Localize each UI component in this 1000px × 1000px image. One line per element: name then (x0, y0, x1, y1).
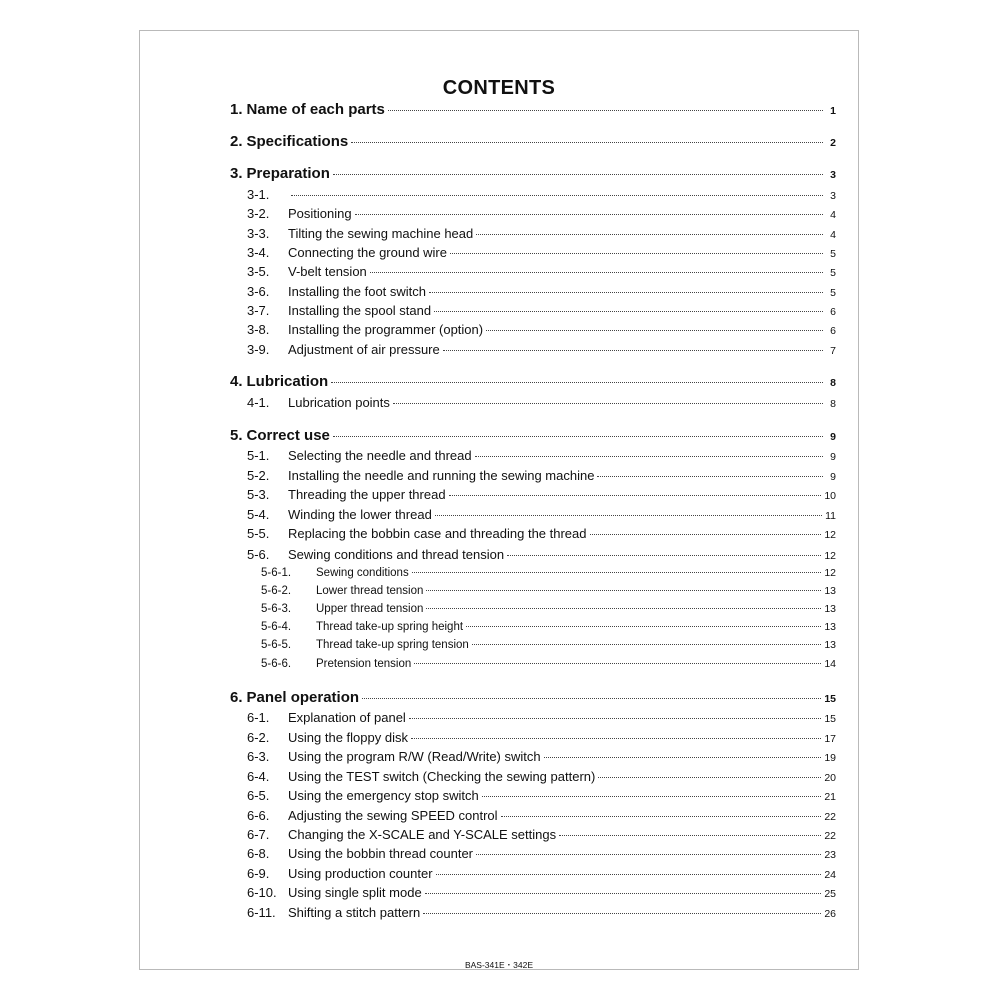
toc-subsection-label: Using the TEST switch (Checking the sewing pattern) (288, 769, 596, 784)
toc-subsubsection-num: 5-6-2. (261, 585, 292, 597)
toc-subsection-page-number: 22 (824, 830, 836, 842)
toc-subsubsection-label: Upper thread tension (316, 603, 424, 615)
toc-subsection-label: Explanation of panel (288, 710, 406, 725)
dot-leader (476, 854, 821, 855)
toc-subsection[interactable] (230, 226, 836, 241)
toc-section-label: Name of each parts (246, 101, 385, 118)
toc-subsection-label: Changing the X-SCALE and Y-SCALE settings (288, 827, 557, 842)
dot-leader (482, 796, 822, 797)
toc-subsection-label: Winding the lower thread (288, 507, 432, 522)
toc-subsection-page-number: 5 (830, 287, 836, 299)
toc-subsection-page-number: 12 (824, 550, 836, 562)
toc-section[interactable] (230, 101, 836, 118)
toc-subsection[interactable] (230, 749, 836, 764)
toc-subsection-num: 6-2. (247, 730, 270, 745)
toc-section-page-number: 3 (830, 169, 836, 181)
toc-subsubsection-label: Lower thread tension (316, 585, 424, 597)
toc-subsection[interactable] (230, 322, 836, 337)
toc-subsubsection-num: 5-6-5. (261, 639, 292, 651)
dot-leader (472, 644, 822, 645)
dot-leader (370, 272, 823, 273)
toc-subsubsection-page-number: 13 (824, 639, 836, 651)
toc-subsection-page-number: 21 (824, 791, 836, 803)
toc-subsection-page-number: 9 (830, 451, 836, 463)
toc-subsection-num: 5-2. (247, 468, 270, 483)
toc-subsubsection[interactable] (230, 658, 836, 670)
toc-subsection-page-number: 6 (830, 306, 836, 318)
toc-section-label: Preparation (246, 165, 330, 182)
toc-subsection-page-number: 8 (830, 398, 836, 410)
dot-leader (411, 738, 821, 739)
dot-leader (486, 330, 823, 331)
dot-leader (449, 495, 822, 496)
toc-subsection-num: 3-7. (247, 303, 270, 318)
toc-subsection[interactable] (230, 866, 836, 881)
toc-section[interactable] (230, 689, 836, 706)
toc-subsection[interactable] (230, 507, 836, 522)
toc-subsection-num: 3-8. (247, 322, 270, 337)
toc-subsubsection-num: 5-6-6. (261, 658, 292, 670)
dot-leader (434, 311, 823, 312)
dot-leader (507, 555, 821, 556)
dot-leader (388, 110, 823, 111)
toc-subsection-page-number: 20 (824, 772, 836, 784)
toc-section[interactable] (230, 165, 836, 182)
dot-leader (598, 777, 821, 778)
dot-leader (412, 572, 822, 573)
toc-subsection-num: 3-6. (247, 284, 270, 299)
toc-subsubsection-page-number: 13 (824, 585, 836, 597)
dot-leader (333, 174, 823, 175)
toc-section-label: Correct use (246, 427, 330, 444)
toc-subsection-label: Using the emergency stop switch (288, 788, 479, 803)
toc-subsection-label: Threading the upper thread (288, 487, 446, 502)
toc-subsection-label: Connecting the ground wire (288, 245, 447, 260)
toc-subsection[interactable] (230, 846, 836, 861)
toc-subsection-page-number: 19 (824, 752, 836, 764)
toc-section-label: Specifications (246, 133, 349, 150)
toc-subsubsection[interactable] (230, 603, 836, 615)
dot-leader (423, 913, 821, 914)
toc-subsubsection-num: 5-6-3. (261, 603, 292, 615)
dot-leader (414, 663, 821, 664)
toc-subsection-num: 5-6. (247, 547, 270, 562)
toc-subsubsection-page-number: 13 (824, 603, 836, 615)
toc-subsection-num: 6-10. (247, 885, 277, 900)
dot-leader (544, 757, 822, 758)
toc-section-label: Panel operation (246, 689, 360, 706)
dot-leader (409, 718, 822, 719)
toc-subsection-num: 5-3. (247, 487, 270, 502)
toc-subsection[interactable] (230, 206, 836, 221)
toc-subsection-label: Using production counter (288, 866, 433, 881)
dot-leader (501, 816, 822, 817)
toc-subsubsection-page-number: 12 (824, 567, 836, 579)
dot-leader (355, 214, 823, 215)
toc-section-page-number: 1 (830, 105, 836, 117)
toc-subsubsection-page-number: 14 (824, 658, 836, 670)
dot-leader (393, 403, 823, 404)
dot-leader (450, 253, 823, 254)
toc-section-page-number: 9 (830, 431, 836, 443)
toc-subsection[interactable] (230, 468, 836, 483)
dot-leader (425, 893, 822, 894)
toc-subsection-page-number: 5 (830, 248, 836, 260)
toc-subsection-label: Installing the spool stand (288, 303, 432, 318)
dot-leader (559, 835, 821, 836)
toc-section[interactable] (230, 373, 836, 390)
toc-subsection-label: Using the program R/W (Read/Write) switch (288, 749, 541, 764)
toc-section-num: 5. (230, 427, 243, 444)
dot-leader (291, 195, 823, 196)
toc-subsection-label: Positioning (288, 206, 352, 221)
dot-leader (333, 436, 823, 437)
dot-leader (590, 534, 822, 535)
toc-section[interactable] (230, 133, 836, 150)
toc-subsection-num: 6-5. (247, 788, 270, 803)
toc-section-num: 1. (230, 101, 243, 118)
toc-subsection-page-number: 4 (830, 229, 836, 241)
toc-subsubsection-label: Pretension tension (316, 658, 412, 670)
toc-subsection-num: 3-1. (247, 187, 270, 202)
toc-subsection-num: 3-4. (247, 245, 270, 260)
toc-subsection-num: 6-11. (247, 905, 276, 920)
toc-subsection-page-number: 24 (824, 869, 836, 881)
dot-leader (426, 590, 821, 591)
toc-subsection-num: 6-6. (247, 808, 270, 823)
toc-subsection-num: 6-3. (247, 749, 270, 764)
toc-subsection-page-number: 3 (830, 190, 836, 202)
toc-subsection[interactable] (230, 187, 836, 202)
toc-subsection[interactable] (230, 342, 836, 357)
toc-section-page-number: 2 (830, 137, 836, 149)
toc-subsection-num: 6-8. (247, 846, 270, 861)
toc-subsection-num: 3-5. (247, 264, 270, 279)
dot-leader (362, 698, 821, 699)
toc-subsection[interactable] (230, 769, 836, 784)
toc-section-num: 6. (230, 689, 243, 706)
toc-subsection-label: Tilting the sewing machine head (288, 226, 474, 241)
toc-subsection[interactable] (230, 808, 836, 823)
toc-subsection-label: Lubrication points (288, 395, 390, 410)
toc-subsection-label: Shifting a stitch pattern (288, 905, 421, 920)
toc-subsection-num: 6-7. (247, 827, 270, 842)
toc-subsubsection[interactable] (230, 585, 836, 597)
toc-subsection-num: 3-3. (247, 226, 270, 241)
dot-leader (476, 234, 823, 235)
toc-subsubsection[interactable] (230, 567, 836, 579)
toc-subsection-label: Sewing conditions and thread tension (288, 547, 505, 562)
toc-subsection-num: 3-2. (247, 206, 270, 221)
toc-subsection-label: Adjusting the sewing SPEED control (288, 808, 498, 823)
toc-subsection-num: 6-9. (247, 866, 270, 881)
dot-leader (475, 456, 823, 457)
toc-subsection-page-number: 25 (824, 888, 836, 900)
toc-subsection-num: 4-1. (247, 395, 270, 410)
toc-subsection[interactable] (230, 245, 836, 260)
dot-leader (597, 476, 823, 477)
dot-leader (351, 142, 823, 143)
toc-subsection-page-number: 15 (824, 713, 836, 725)
toc-subsection-page-number: 4 (830, 209, 836, 221)
toc-subsection[interactable] (230, 284, 836, 299)
dot-leader (429, 292, 823, 293)
toc-subsection[interactable] (230, 710, 836, 725)
toc-subsubsection-label: Thread take-up spring tension (316, 639, 469, 651)
toc-subsection-label: Using single split mode (288, 885, 422, 900)
toc-subsection[interactable] (230, 526, 836, 541)
dot-leader (466, 626, 821, 627)
toc-subsection-page-number: 7 (830, 345, 836, 357)
toc-subsection[interactable] (230, 885, 836, 900)
toc-subsection[interactable] (230, 730, 836, 745)
toc-subsection-label: Using the bobbin thread counter (288, 846, 474, 861)
dot-leader (435, 515, 822, 516)
page-title: CONTENTS (442, 77, 556, 99)
toc-section-num: 2. (230, 133, 243, 150)
toc-subsection-page-number: 26 (824, 908, 836, 920)
toc-section-num: 4. (230, 373, 243, 390)
toc-subsection-page-number: 23 (824, 849, 836, 861)
toc-subsubsection-label: Thread take-up spring height (316, 621, 464, 633)
document-page (139, 30, 859, 970)
toc-subsection[interactable] (230, 264, 836, 279)
toc-subsection-page-number: 12 (824, 529, 836, 541)
toc-subsubsection[interactable] (230, 621, 836, 633)
toc-subsection-label: Installing the programmer (option) (288, 322, 484, 337)
toc-subsection[interactable] (230, 788, 836, 803)
toc-subsection[interactable] (230, 487, 836, 502)
toc-subsection-page-number: 5 (830, 267, 836, 279)
toc-subsubsection-num: 5-6-4. (261, 621, 292, 633)
dot-leader (331, 382, 823, 383)
toc-section[interactable] (230, 427, 836, 444)
toc-subsection-label: Adjustment of air pressure (288, 342, 440, 357)
toc-section-page-number: 8 (830, 377, 836, 389)
dot-leader (426, 608, 821, 609)
toc-subsection[interactable] (230, 303, 836, 318)
toc-subsection[interactable] (230, 827, 836, 842)
toc-subsection-label: Replacing the bobbin case and threading the thread (288, 526, 587, 541)
toc-section-label: Lubrication (246, 373, 329, 390)
dot-leader (443, 350, 823, 351)
toc-subsection-page-number: 10 (824, 490, 836, 502)
toc-subsection[interactable] (230, 448, 836, 463)
page-footer: BAS-341E・342E (464, 960, 534, 970)
toc-subsection-label: Installing the needle and running the sewing machine (288, 468, 595, 483)
toc-subsection-page-number: 17 (824, 733, 836, 745)
toc-subsection-num: 6-4. (247, 769, 270, 784)
toc-subsubsection-num: 5-6-1. (261, 567, 292, 579)
toc-subsubsection-page-number: 13 (824, 621, 836, 633)
toc-section-num: 3. (230, 165, 243, 182)
toc-subsection-label: Installing the foot switch (288, 284, 427, 299)
toc-subsection-num: 6-1. (247, 710, 270, 725)
toc-section-page-number: 15 (824, 693, 836, 705)
toc-subsection-num: 5-5. (247, 526, 270, 541)
toc-subsection-page-number: 9 (830, 471, 836, 483)
toc-subsubsection[interactable] (230, 639, 836, 651)
toc-subsection-label: Selecting the needle and thread (288, 448, 472, 463)
dot-leader (436, 874, 822, 875)
toc-subsection-num: 5-1. (247, 448, 270, 463)
toc-subsection[interactable] (230, 395, 836, 410)
toc-subsection-label: Using the floppy disk (288, 730, 408, 745)
toc-subsection-num: 5-4. (247, 507, 270, 522)
toc-subsection[interactable] (230, 905, 836, 920)
toc-subsection[interactable] (230, 547, 836, 562)
toc-subsubsection-label: Sewing conditions (316, 567, 409, 579)
toc-subsection-page-number: 22 (824, 811, 836, 823)
toc-subsection-label: V-belt tension (288, 264, 367, 279)
toc-subsection-page-number: 11 (825, 510, 836, 522)
toc-subsection-num: 3-9. (247, 342, 270, 357)
toc-subsection-page-number: 6 (830, 325, 836, 337)
